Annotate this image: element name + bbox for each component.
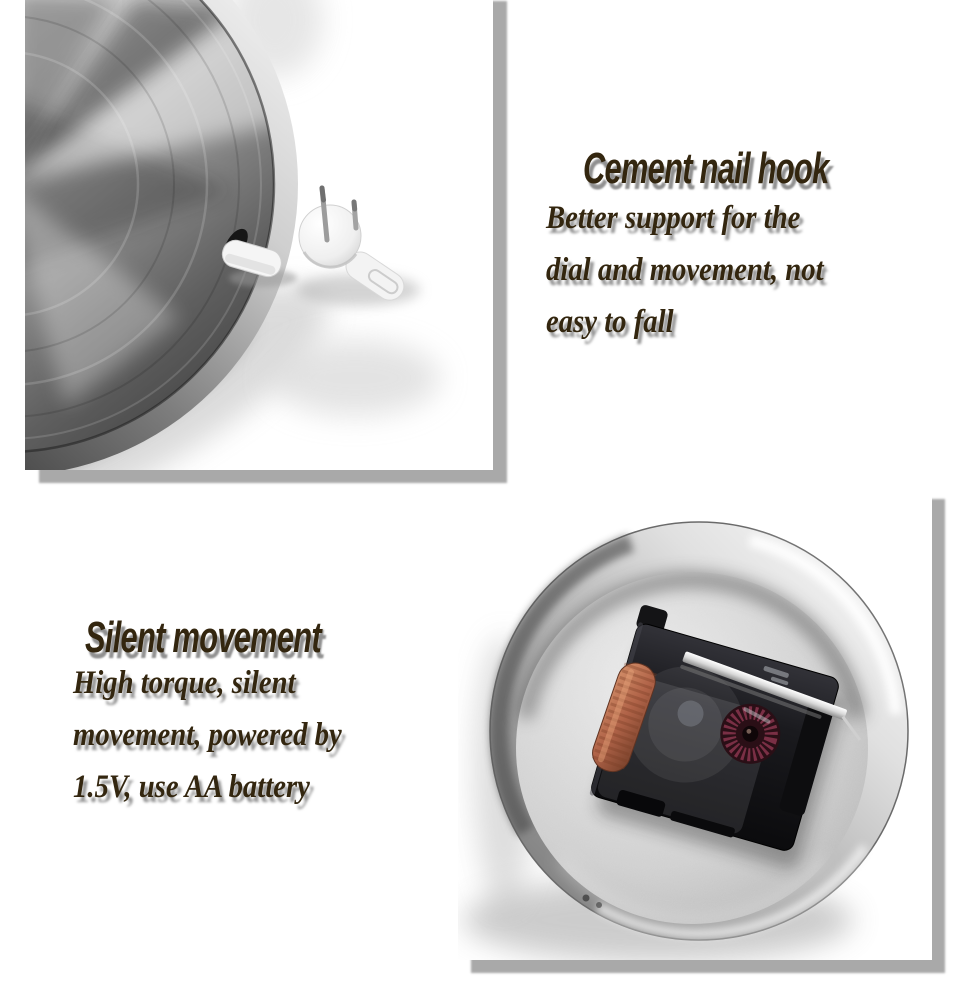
- clock-back-illustration: [458, 486, 932, 960]
- screw-mark: [583, 895, 590, 902]
- clock-edge-photo: [25, 0, 493, 470]
- screw-mark: [596, 902, 602, 908]
- hook-description: [546, 192, 824, 348]
- hook-description-line-3: easy to fall: [546, 304, 674, 340]
- movement-description-line-1: High torque, silent: [73, 665, 296, 701]
- movement-description: [73, 657, 342, 813]
- clock-edge-illustration: [25, 0, 493, 470]
- clock-back-photo: [458, 486, 932, 960]
- hook-heading: Cement nail hook: [583, 144, 829, 193]
- movement-description-line-3: 1.5V, use AA battery: [73, 769, 310, 805]
- movement-heading: Silent movement: [85, 613, 321, 662]
- hook-description-line-2: dial and movement, not: [546, 252, 824, 288]
- movement-description-line-2: movement, powered by: [73, 717, 342, 753]
- hook-description-line-1: Better support for the: [546, 200, 801, 236]
